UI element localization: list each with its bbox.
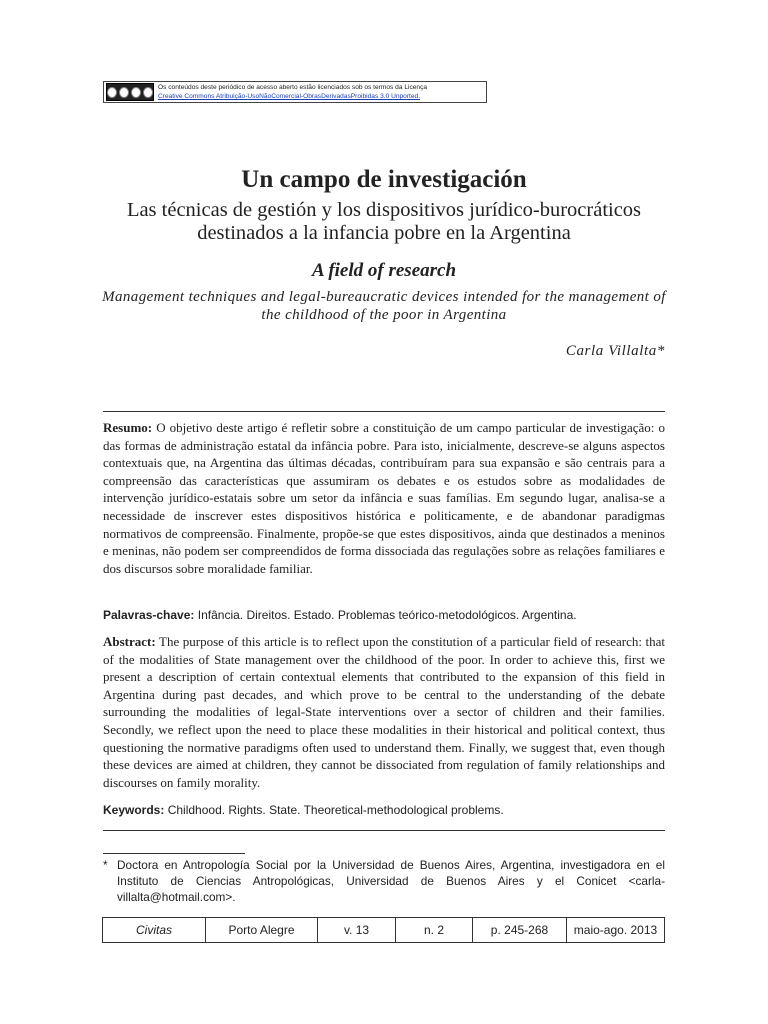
license-link[interactable]: Creative Commons Atribuição-UsoNãoComercial-ObrasDerivadasProibidas 3.0 Unported. — [158, 93, 421, 100]
resumo-paragraph — [103, 419, 665, 577]
cc-circle-icon — [107, 87, 117, 98]
keywords — [103, 802, 665, 818]
license-box — [103, 81, 487, 103]
abstract-paragraph — [103, 633, 665, 791]
article-title: Un campo de investigación — [241, 166, 527, 193]
footnote — [103, 857, 665, 905]
cc-by-nc-nd-badge-icon[interactable] — [106, 83, 154, 101]
citation-number: n. 2 — [396, 918, 473, 943]
abstract-text: The purpose of this article is to reflect upon the constitution of a particular field of research: that of the modalities of State management over the childhood of the poor. In order to achieve this, first we present a description of certain contextual elements that contributed to the expansion of this field in Argentina during past decades, and which prove to be central to the understanding of the debate surrounding the modalities of legal-State interventions over a sector of children and their families. Secondly, we reflect upon the need to place these modalities in their historical and political context, thus questioning the normative paradigms often used to understand them. Finally, we suggest that, even though these devices are aimed at children, they cannot be dissociated from regulation of family relationships and discourses on family morality. — [103, 634, 665, 790]
abstract-label: Abstract: — [103, 634, 156, 649]
footnote-text: Doctora en Antropología Social por la Universidad de Buenos Aires, Argentina, investigadora en el Instituto de Ciencias Antropológicas, Universidad de Buenos Aires y el Conicet <carla-villalta@hotmail.com>. — [117, 858, 665, 904]
citation-pages: p. 245-268 — [473, 918, 567, 943]
resumo-label: Resumo: — [103, 420, 153, 435]
author-name: Carla Villalta* — [565, 343, 665, 359]
footnote-mark: * — [103, 858, 108, 872]
article-subtitle-en: Management techniques and legal-bureaucratic devices intended for the management of the childhood of the poor in Argentina — [102, 289, 666, 323]
citation-table — [102, 917, 665, 943]
top-divider — [103, 411, 665, 412]
license-line1: Os conteúdos deste periódico de acesso aberto estão licenciados sob os termos da Licença — [158, 84, 428, 91]
keywords-text: Childhood. Rights. State. Theoretical-methodological problems. — [167, 803, 504, 817]
citation-city: Porto Alegre — [206, 918, 318, 943]
citation-journal: Civitas — [103, 918, 206, 943]
license-text — [158, 83, 427, 101]
bottom-divider — [103, 830, 665, 831]
palavras-label: Palavras-chave: — [103, 608, 195, 622]
nc-circle-icon — [131, 87, 141, 98]
nd-circle-icon — [143, 87, 153, 98]
citation-volume: v. 13 — [318, 918, 396, 943]
palavras-chave — [103, 607, 665, 623]
article-title-en: A field of research — [311, 260, 457, 281]
citation-date: maio-ago. 2013 — [567, 918, 665, 943]
keywords-label: Keywords: — [103, 803, 165, 817]
palavras-text: Infância. Direitos. Estado. Problemas teórico-metodológicos. Argentina. — [197, 608, 577, 622]
by-circle-icon — [119, 87, 129, 98]
footnote-rule — [103, 853, 245, 854]
article-subtitle: Las técnicas de gestión y los dispositivos jurídico-burocráticos destinados a la infancia pobre en la Argentina — [126, 199, 642, 244]
resumo-text: O objetivo deste artigo é refletir sobre a constituição de um campo particular de investigação: o das formas de administração estatal da infância pobre. Para isto, inicialmente, descreve-se alguns aspectos contextuais que, na Argentina das últimas décadas, contribuíram para sua expansão e são centrais para a compreensão das características que assumiram os debates e os estudos sobre as modalidades de intervenção jurídico-estatais sobre um setor da infância e suas famílias. Em segundo lugar, analisa-se a necessidade de inscrever estes dispositivos histórica e politicamente, e de abandonar paradigmas normativos de compreensão. Finalmente, propõe-se que estes dispositivos, ainda que destinados a meninos e meninas, não podem ser compreendidos de forma dissociada das regulações sobre as relações familiares e dos discursos sobre moralidade familiar. — [103, 420, 666, 576]
